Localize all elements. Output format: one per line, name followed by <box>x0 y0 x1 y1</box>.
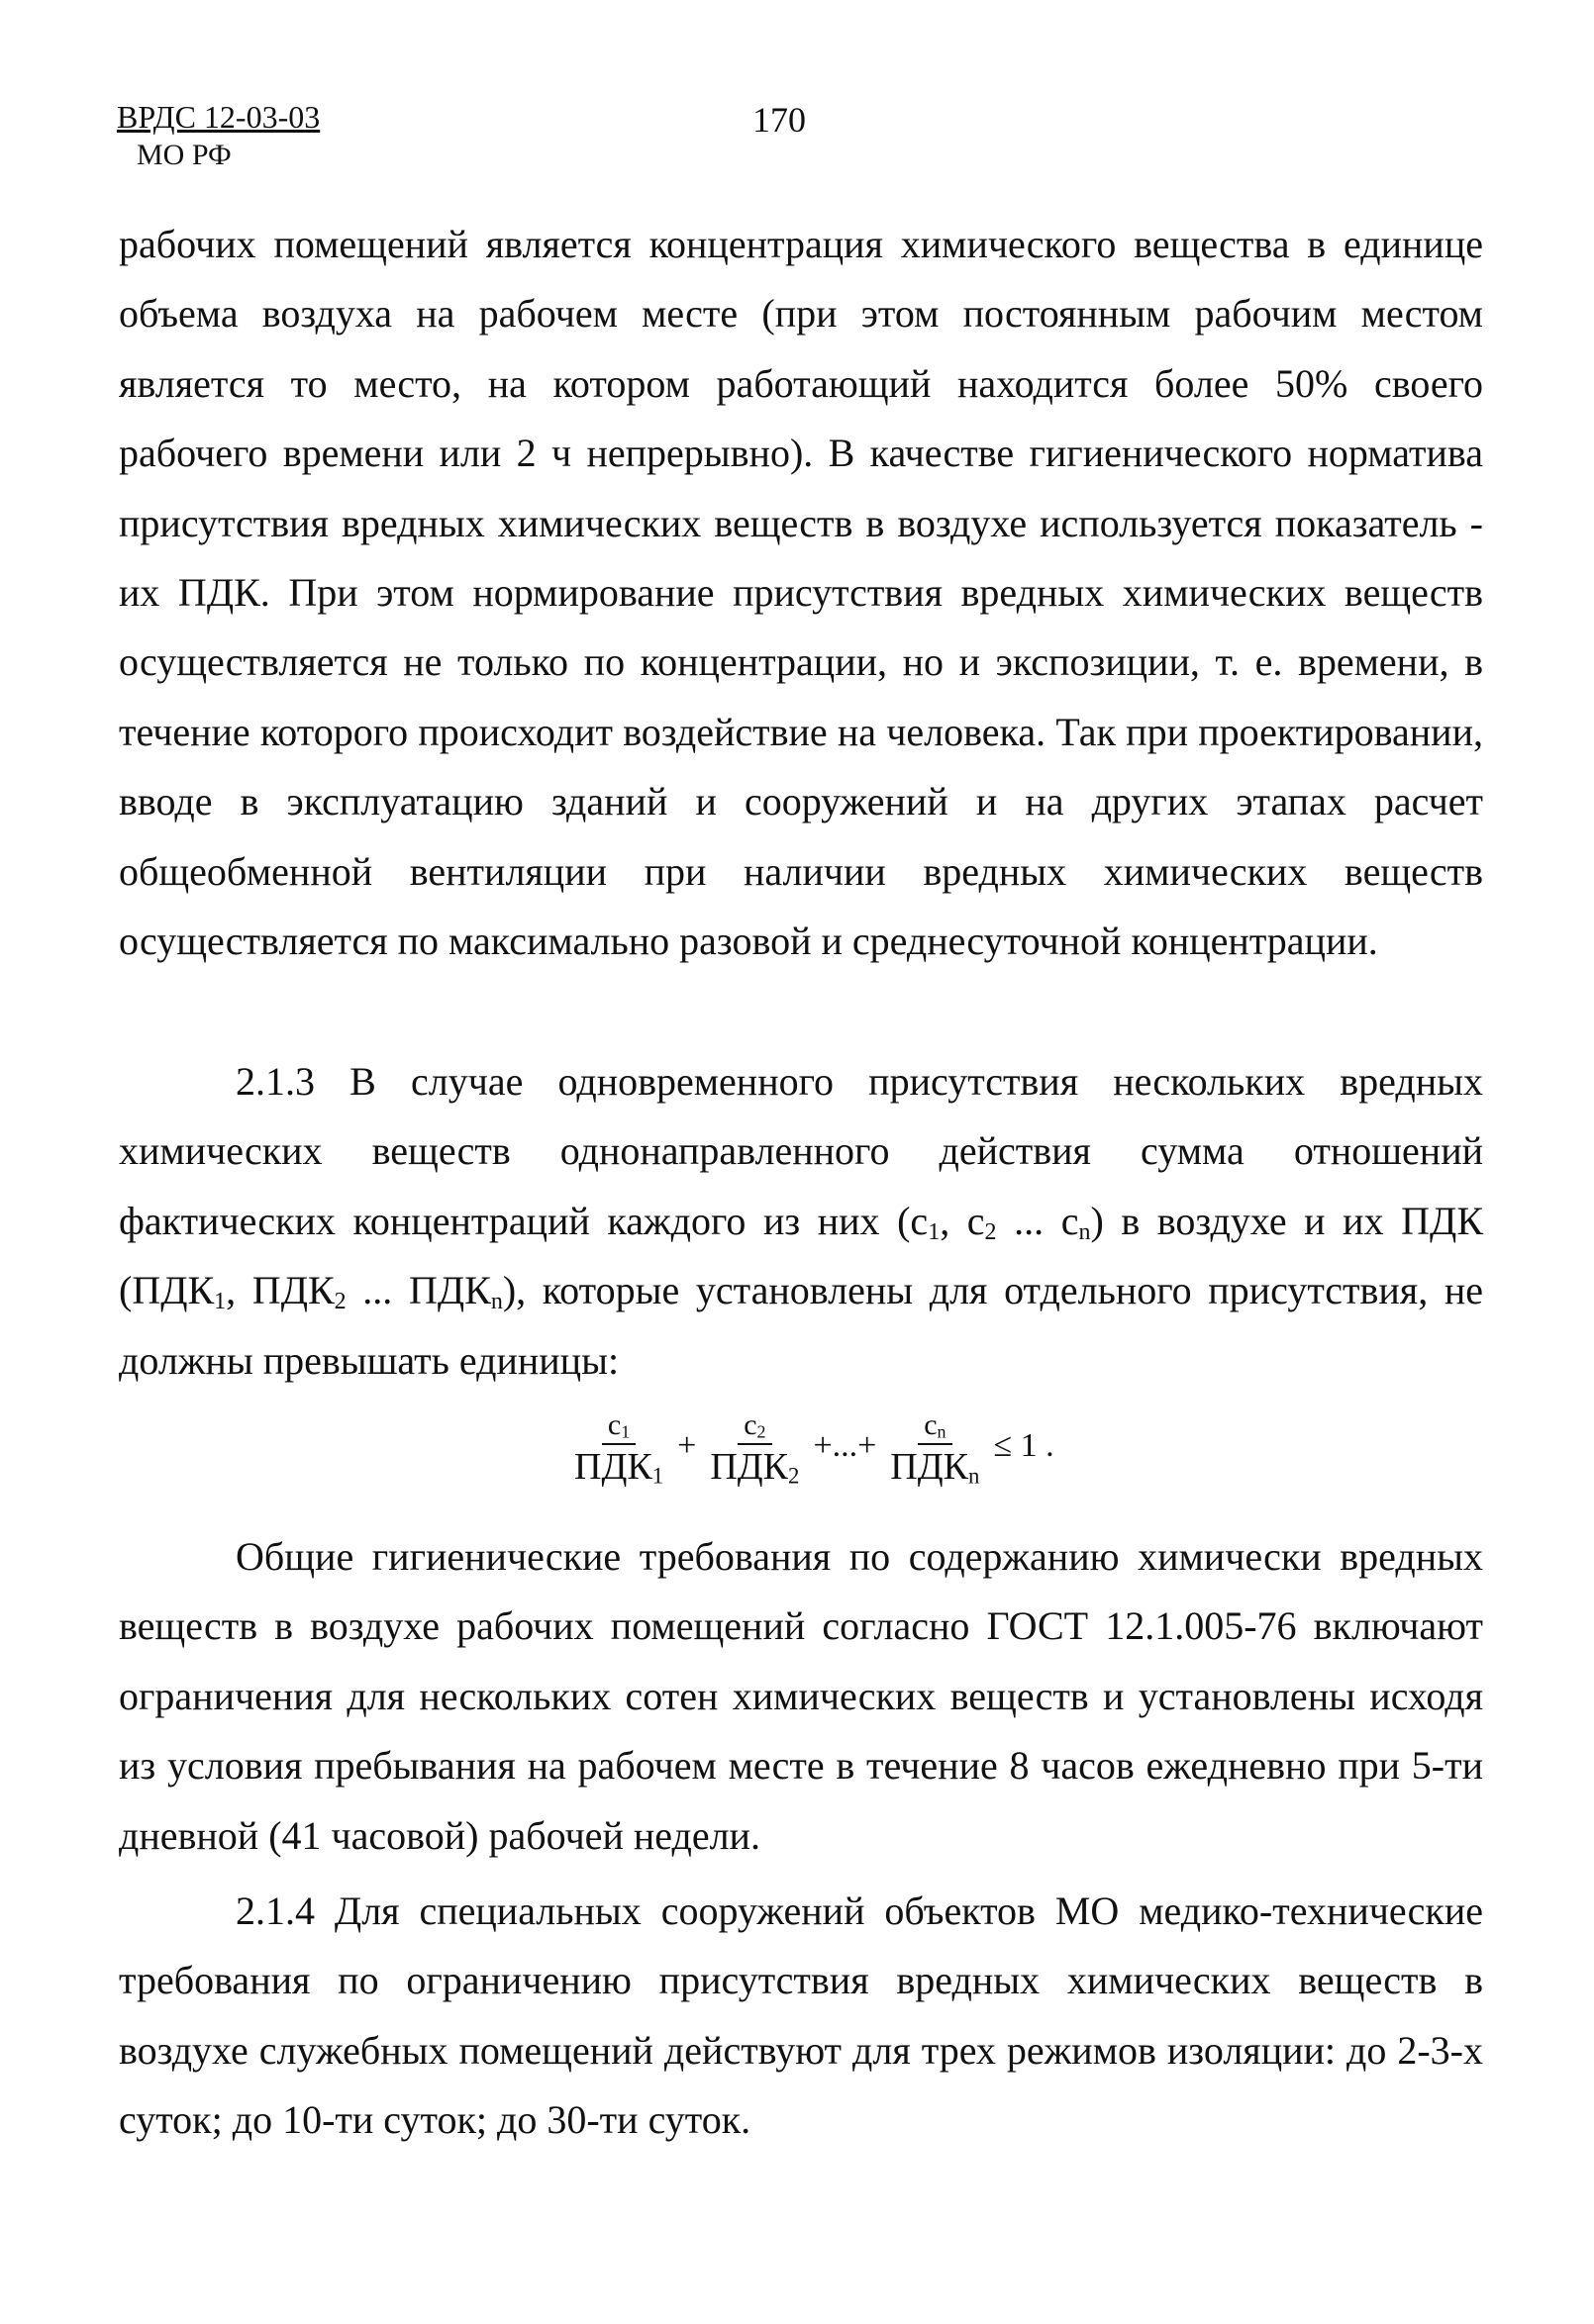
p2-sub-4: 1 <box>214 1289 227 1315</box>
p2-sub-2: 2 <box>984 1218 997 1245</box>
fraction-1 <box>568 1407 669 1489</box>
p2-sub-1: 1 <box>928 1218 941 1245</box>
plus-operator: + <box>677 1427 697 1464</box>
fraction-n-numerator <box>918 1407 951 1445</box>
fraction-n <box>884 1407 985 1489</box>
p2-sub-6: n <box>490 1289 503 1315</box>
p2-text-1: 2.1.3 В случае одновременного присутствия нескольких вредных химических веществ однонаправленного действия сумма отношений фактических концентраций каждого из них (с <box>119 1059 1483 1243</box>
num2-symbol: c <box>744 1408 757 1441</box>
den2-symbol: ПДК <box>710 1446 789 1488</box>
paragraph-2-1-3 <box>119 1047 1483 1396</box>
den1-subscript: 1 <box>651 1463 664 1489</box>
num1-symbol: c <box>607 1408 622 1441</box>
fraction-1-numerator <box>602 1407 636 1445</box>
p2-text-7: ), которые установлены для отдельного присутствия, не должны превышать единицы: <box>119 1268 1484 1383</box>
sum-ratio-formula <box>564 1407 1058 1489</box>
num3-subscript: n <box>937 1421 946 1442</box>
paragraph-continuation: рабочих помещений является концентрация химического вещества в единице объема воздуха на рабочем месте (при этом постоянным рабочим местом является то место, на котором работающий находится более 50% своего рабочего времени или 2 ч непрерывно). В качестве гигиенического норматива присутствия вредных химических веществ в воздухе используется показатель - их ПДК. При этом нормирование присутствия вредных химических веществ осуществляется не только по концентрации, но и экспозиции, т. е. времени, в течение которого происходит воздействие на человека. Так при проектировании, вводе в эксплуатацию зданий и сооружений и на других этапах расчет общеобменной вентиляции при наличии вредных химических веществ осуществляется по максимально разовой и среднесуточной концентрации. <box>119 222 1483 964</box>
fraction-2 <box>704 1407 805 1489</box>
den2-subscript: 2 <box>788 1463 800 1489</box>
document-code: ВРДС 12-03-03 <box>117 99 321 135</box>
less-or-equal-one: ≤ 1 . <box>993 1427 1054 1464</box>
document-organization: МО РФ <box>137 139 232 171</box>
page-number: 170 <box>752 100 806 140</box>
p2-text-3: ... с <box>996 1198 1079 1243</box>
fraction-2-denominator <box>704 1445 805 1489</box>
num1-subscript: 1 <box>621 1421 631 1442</box>
den3-subscript: n <box>968 1463 980 1489</box>
den3-symbol: ПДК <box>890 1446 969 1488</box>
fraction-2-numerator <box>738 1407 771 1445</box>
fraction-1-denominator <box>568 1445 669 1489</box>
num3-symbol: c <box>924 1408 938 1441</box>
p2-text-6: ... ПДК <box>346 1268 491 1313</box>
ellipsis-operator: +...+ <box>813 1427 877 1464</box>
p2-sub-n: n <box>1078 1218 1091 1245</box>
p2-text-4: ) в воздухе и их ПДК (ПДК <box>119 1198 1483 1313</box>
paragraph-general-requirements: Общие гигиенические требования по содержанию химически вредных веществ в воздухе рабочих помещений согласно ГОСТ 12.1.005-76 включают ограничения для нескольких сотен химических веществ и установлены исходя из условия пребывания на рабочем месте в течение 8 часов ежедневно при 5-ти дневной (41 часовой) рабочей недели. <box>119 1534 1483 1858</box>
den1-symbol: ПДК <box>574 1446 652 1488</box>
paragraph-2-1-4: 2.1.4 Для специальных сооружений объектов МО медико-технические требования по ограничению присутствия вредных химических веществ в воздухе служебных помещений действуют для трех режимов изоляции: до 2-3-х суток; до 10-ти суток; до 30-ти суток. <box>119 1888 1483 2143</box>
p2-sub-5: 2 <box>334 1289 347 1315</box>
num2-subscript: 2 <box>756 1421 766 1442</box>
p2-text-5: , ПДК <box>226 1268 335 1313</box>
p2-text-2: , с <box>940 1198 985 1243</box>
fraction-n-denominator <box>884 1445 985 1489</box>
